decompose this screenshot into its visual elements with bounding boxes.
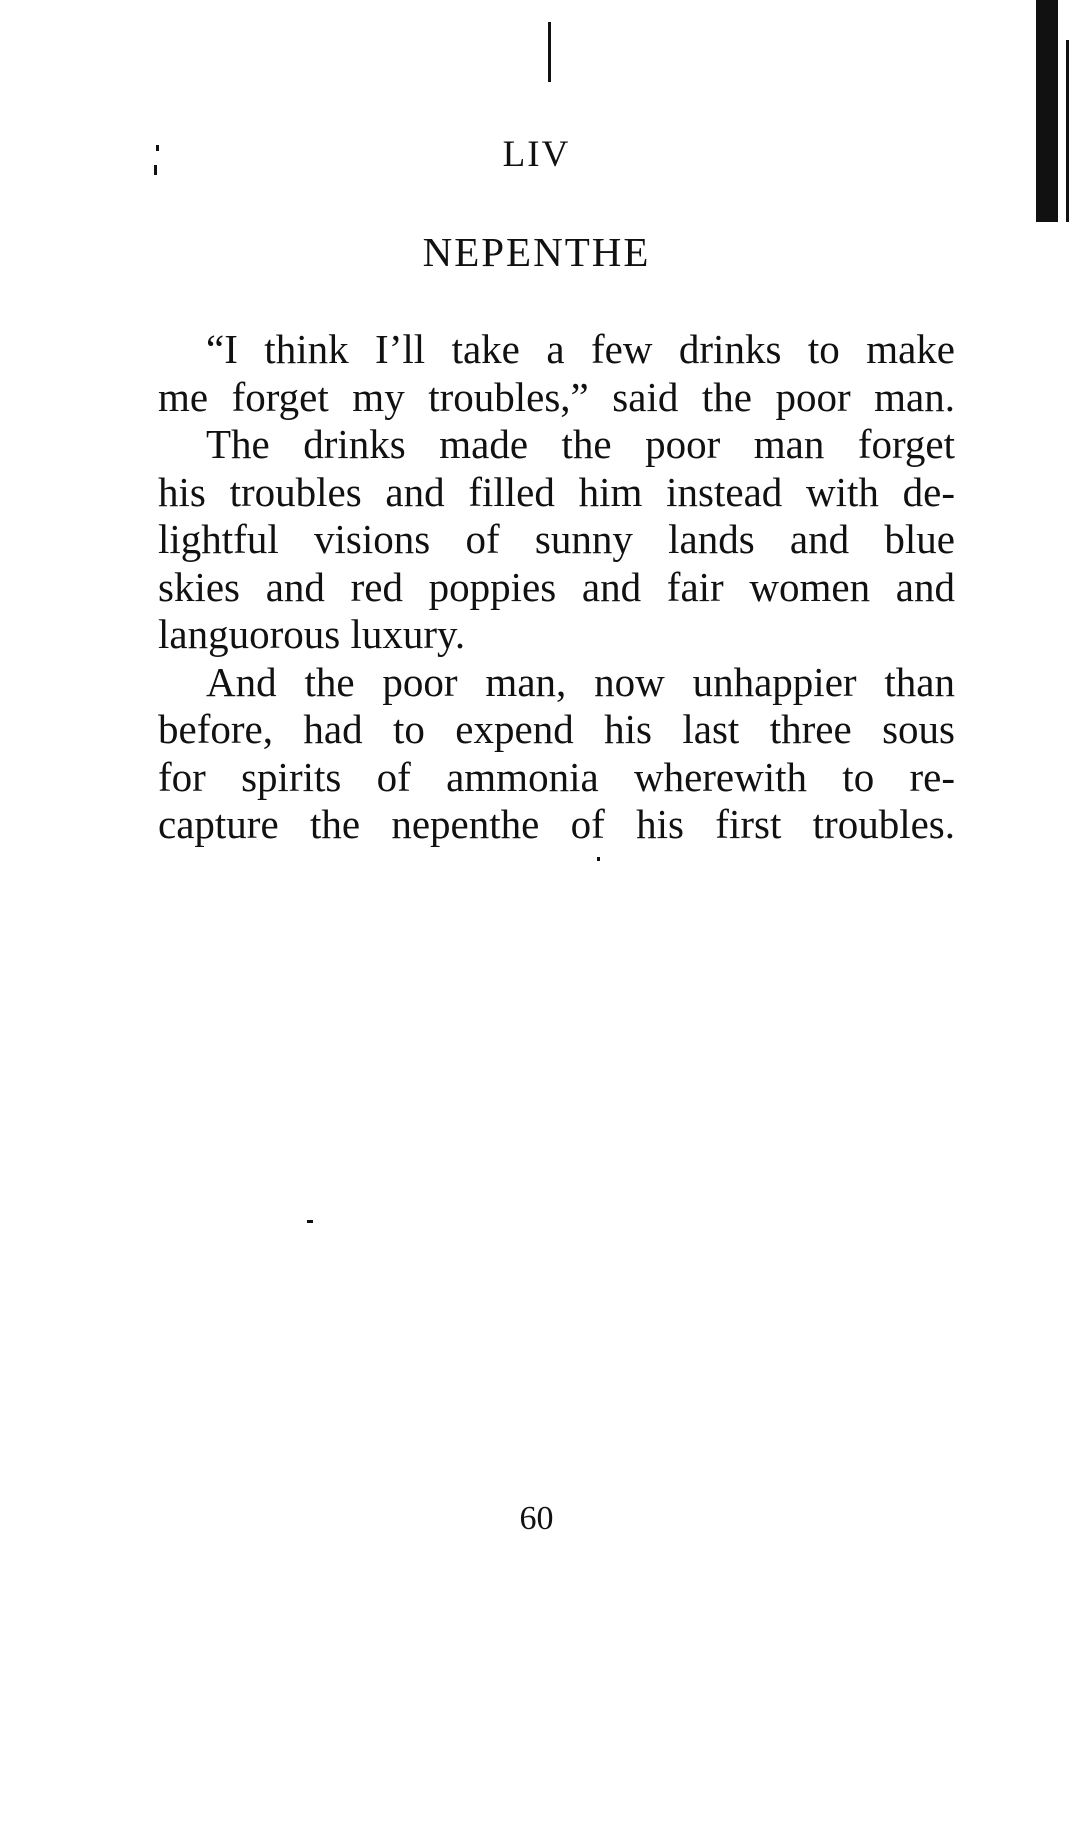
page-number: 60 bbox=[519, 1500, 554, 1537]
chapter-number: LIV bbox=[502, 134, 571, 175]
text-line: skies and red poppies and fair women and bbox=[158, 563, 955, 610]
body-text bbox=[158, 326, 955, 849]
text-line: languorous luxury. bbox=[158, 611, 466, 657]
text-line: And the poor man, now unhappier than bbox=[206, 658, 955, 705]
scan-artifact-top-line bbox=[548, 22, 551, 82]
scan-artifact-right-edge-thin bbox=[1066, 40, 1069, 222]
scan-artifact-dash bbox=[307, 1220, 313, 1223]
scan-artifact-right-edge bbox=[1036, 0, 1058, 222]
text-line: before, had to expend his last three sous bbox=[158, 706, 955, 752]
chapter-title: NEPENTHE bbox=[422, 229, 651, 275]
scan-artifact-dot bbox=[597, 857, 600, 861]
text-line: capture the nepenthe of his first troubles. bbox=[158, 801, 955, 847]
text-line: for spirits of ammonia wherewith to re- bbox=[158, 753, 955, 800]
text-line: lightful visions of sunny lands and blue bbox=[158, 516, 955, 562]
text-line: his troubles and filled him instead with de- bbox=[158, 468, 955, 515]
text-line: The drinks made the poor man forget bbox=[206, 421, 955, 467]
text-line: “I think I’ll take a few drinks to make bbox=[206, 326, 955, 372]
text-line: me forget my troubles,” said the poor man. bbox=[158, 373, 955, 420]
